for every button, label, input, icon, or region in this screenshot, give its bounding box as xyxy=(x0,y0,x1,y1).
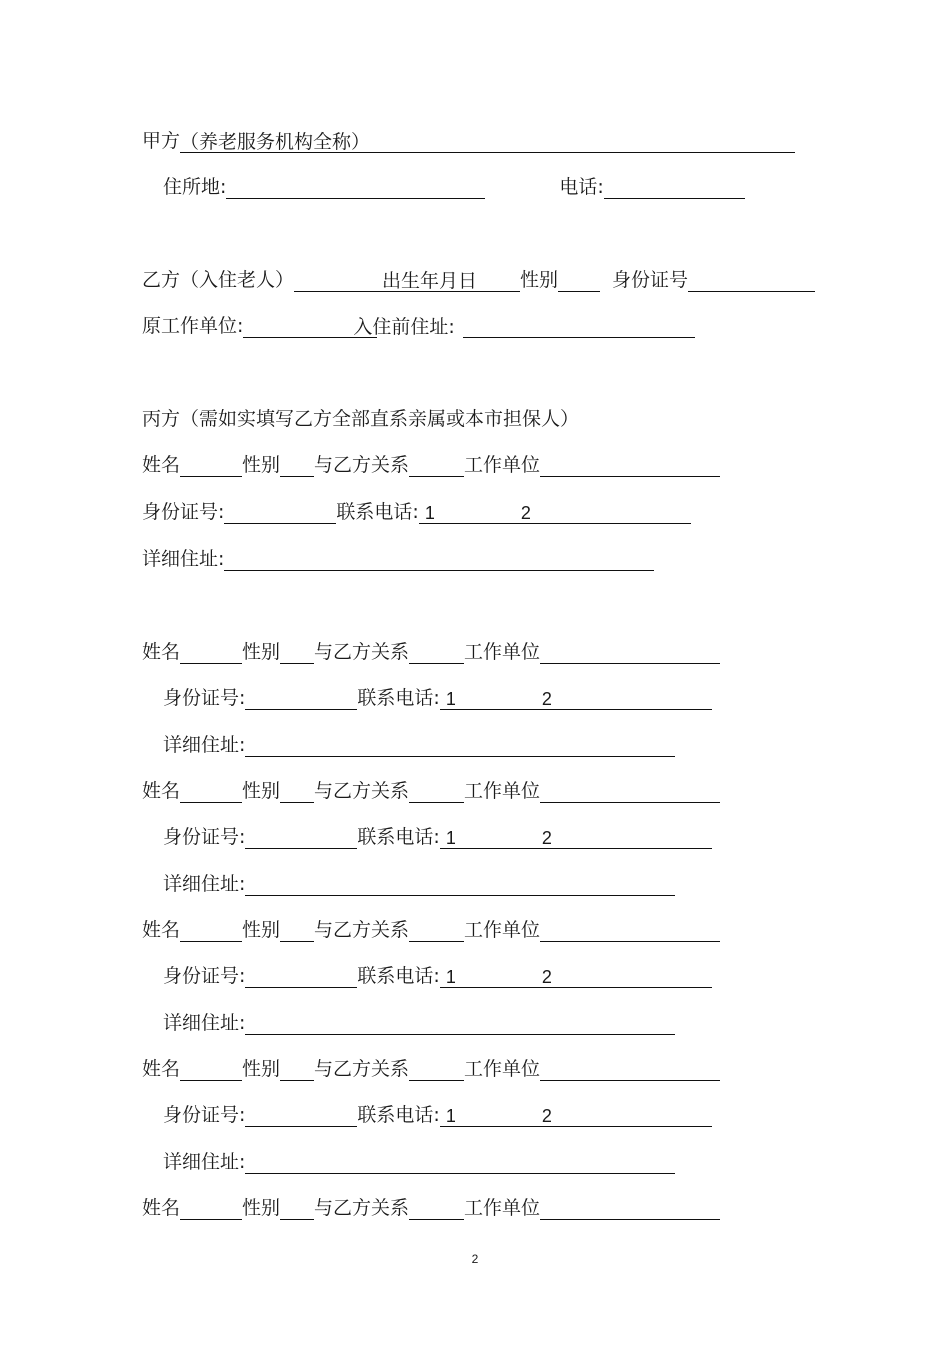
party-b-former-work-field[interactable] xyxy=(243,316,353,338)
guarantor-4-gender-field[interactable] xyxy=(280,920,314,942)
guarantor-3-relation-field[interactable] xyxy=(409,781,464,803)
guarantor-3-row xyxy=(142,779,720,803)
party-b-work-row xyxy=(142,314,695,338)
guarantor-3-id-field[interactable] xyxy=(245,827,357,849)
guarantor-1-row xyxy=(142,453,720,477)
guarantor-6-name-label: 姓名 xyxy=(142,1197,181,1219)
party-b-gender-label: 性别 xyxy=(520,269,559,291)
guarantor-2-name-field[interactable] xyxy=(180,642,242,664)
guarantor-3-relation-label: 与乙方关系 xyxy=(314,780,410,802)
guarantor-5-id-label: 身份证号: xyxy=(163,1104,246,1126)
guarantor-4-phone-1: 1 xyxy=(445,967,456,987)
guarantor-6-work-field[interactable] xyxy=(540,1198,720,1220)
guarantor-1-address-field[interactable] xyxy=(224,549,654,571)
guarantor-5-relation-label: 与乙方关系 xyxy=(314,1058,410,1080)
guarantor-4-address-row xyxy=(163,1011,675,1035)
guarantor-6-work-label: 工作单位 xyxy=(464,1197,541,1219)
guarantor-5-row xyxy=(142,1057,720,1081)
guarantor-5-work-field[interactable] xyxy=(540,1059,720,1081)
party-c-title-text: 丙方（需如实填写乙方全部直系亲属或本市担保人） xyxy=(142,408,580,430)
guarantor-4-gender-label: 性别 xyxy=(242,919,281,941)
guarantor-3-work-label: 工作单位 xyxy=(464,780,541,802)
party-b-former-work-label: 原工作单位: xyxy=(142,315,244,337)
guarantor-2-relation-field[interactable] xyxy=(409,642,464,664)
party-b-birth-field[interactable] xyxy=(382,270,479,292)
guarantor-5-address-field[interactable] xyxy=(245,1152,675,1174)
guarantor-2-gender-field[interactable] xyxy=(280,642,314,664)
party-b-prior-address-marker xyxy=(353,316,455,338)
guarantor-5-name-label: 姓名 xyxy=(142,1058,181,1080)
guarantor-4-work-label: 工作单位 xyxy=(464,919,541,941)
guarantor-2-gender-label: 性别 xyxy=(242,641,281,663)
party-b-id-label: 身份证号 xyxy=(612,269,689,291)
guarantor-1-phone-label: 联系电话: xyxy=(336,501,419,523)
guarantor-1-phone-2: 2 xyxy=(520,503,531,523)
guarantor-2-work-label: 工作单位 xyxy=(464,641,541,663)
guarantor-5-phone-1: 1 xyxy=(445,1106,456,1126)
guarantor-6-gender-label: 性别 xyxy=(242,1197,281,1219)
guarantor-5-id-field[interactable] xyxy=(245,1105,357,1127)
party-b-birth-value[interactable] xyxy=(479,270,520,292)
guarantor-4-address-label: 详细住址: xyxy=(163,1012,246,1034)
guarantor-5-id-row xyxy=(163,1103,712,1127)
guarantor-5-work-label: 工作单位 xyxy=(464,1058,541,1080)
party-a-phone-field[interactable] xyxy=(604,177,745,199)
guarantor-5-phone-2: 2 xyxy=(541,1106,552,1126)
guarantor-1-id-row xyxy=(142,500,691,524)
guarantor-1-phone-field[interactable] xyxy=(419,502,691,524)
guarantor-4-work-field[interactable] xyxy=(540,920,720,942)
party-b-prior-address-field[interactable] xyxy=(463,316,695,338)
guarantor-4-relation-field[interactable] xyxy=(409,920,464,942)
party-b-gender-field[interactable] xyxy=(558,270,600,292)
guarantor-3-phone-field[interactable] xyxy=(440,827,712,849)
guarantor-1-address-row xyxy=(142,547,654,571)
guarantor-2-phone-1: 1 xyxy=(445,689,456,709)
guarantor-3-phone-1: 1 xyxy=(445,828,456,848)
guarantor-5-phone-label: 联系电话: xyxy=(357,1104,440,1126)
guarantor-2-address-row xyxy=(163,733,675,757)
page-number: 2 xyxy=(471,1252,479,1266)
party-a-address-label: 住所地: xyxy=(163,176,227,198)
party-b-label: 乙方（入住老人） xyxy=(142,269,295,291)
guarantor-3-address-row xyxy=(163,872,675,896)
guarantor-2-address-label: 详细住址: xyxy=(163,734,246,756)
party-a-name-field[interactable] xyxy=(180,131,795,153)
guarantor-4-name-label: 姓名 xyxy=(142,919,181,941)
party-b-id-field[interactable] xyxy=(688,270,815,292)
guarantor-3-address-label: 详细住址: xyxy=(163,873,246,895)
guarantor-1-address-label: 详细住址: xyxy=(142,548,225,570)
guarantor-4-name-field[interactable] xyxy=(180,920,242,942)
guarantor-3-name-label: 姓名 xyxy=(142,780,181,802)
guarantor-1-work-field[interactable] xyxy=(540,455,720,477)
guarantor-2-name-label: 姓名 xyxy=(142,641,181,663)
guarantor-5-name-field[interactable] xyxy=(180,1059,242,1081)
guarantor-1-name-label: 姓名 xyxy=(142,454,181,476)
guarantor-2-phone-2: 2 xyxy=(541,689,552,709)
guarantor-5-gender-field[interactable] xyxy=(280,1059,314,1081)
guarantor-4-relation-label: 与乙方关系 xyxy=(314,919,410,941)
party-b-row xyxy=(142,268,815,292)
guarantor-1-gender-label: 性别 xyxy=(242,454,281,476)
guarantor-1-relation-label: 与乙方关系 xyxy=(314,454,410,476)
guarantor-6-gender-field[interactable] xyxy=(280,1198,314,1220)
guarantor-1-work-label: 工作单位 xyxy=(464,454,541,476)
guarantor-3-phone-label: 联系电话: xyxy=(357,826,440,848)
guarantor-3-name-field[interactable] xyxy=(180,781,242,803)
guarantor-5-address-row xyxy=(163,1150,675,1174)
guarantor-1-name-field[interactable] xyxy=(180,455,242,477)
guarantor-3-gender-label: 性别 xyxy=(242,780,281,802)
guarantor-6-name-field[interactable] xyxy=(180,1198,242,1220)
guarantor-3-id-row xyxy=(163,825,712,849)
guarantor-1-relation-field[interactable] xyxy=(409,455,464,477)
guarantor-4-address-field[interactable] xyxy=(245,1013,675,1035)
party-b-prior-address-label: 入住前住址: xyxy=(353,316,455,338)
guarantor-1-gender-field[interactable] xyxy=(280,455,314,477)
guarantor-5-address-label: 详细住址: xyxy=(163,1151,246,1173)
party-a-phone-label: 电话: xyxy=(559,176,604,198)
guarantor-1-id-label: 身份证号: xyxy=(142,501,225,523)
party-a-address-field[interactable] xyxy=(226,177,485,199)
guarantor-4-phone-label: 联系电话: xyxy=(357,965,440,987)
guarantor-4-id-label: 身份证号: xyxy=(163,965,246,987)
guarantor-2-row xyxy=(142,640,720,664)
guarantor-2-work-field[interactable] xyxy=(540,642,720,664)
guarantor-2-id-field[interactable] xyxy=(245,688,357,710)
guarantor-3-gender-field[interactable] xyxy=(280,781,314,803)
guarantor-2-id-label: 身份证号: xyxy=(163,687,246,709)
guarantor-2-phone-field[interactable] xyxy=(440,688,712,710)
guarantor-5-relation-field[interactable] xyxy=(409,1059,464,1081)
guarantor-3-work-field[interactable] xyxy=(540,781,720,803)
guarantor-4-phone-2: 2 xyxy=(541,967,552,987)
guarantor-3-id-label: 身份证号: xyxy=(163,826,246,848)
party-b-birth-label: 出生年月日 xyxy=(382,270,478,292)
guarantor-6-relation-label: 与乙方关系 xyxy=(314,1197,410,1219)
party-a-name-hint: （养老服务机构全称） xyxy=(180,131,371,153)
guarantor-4-row xyxy=(142,918,720,942)
guarantor-3-phone-2: 2 xyxy=(541,828,552,848)
guarantor-6-relation-field[interactable] xyxy=(409,1198,464,1220)
guarantor-4-phone-field[interactable] xyxy=(440,966,712,988)
guarantor-5-phone-field[interactable] xyxy=(440,1105,712,1127)
guarantor-4-id-field[interactable] xyxy=(245,966,357,988)
guarantor-2-id-row xyxy=(163,686,712,710)
guarantor-4-id-row xyxy=(163,964,712,988)
guarantor-5-gender-label: 性别 xyxy=(242,1058,281,1080)
party-c-title xyxy=(142,407,579,431)
guarantor-2-relation-label: 与乙方关系 xyxy=(314,641,410,663)
guarantor-2-address-field[interactable] xyxy=(245,735,675,757)
party-a-label: 甲方 xyxy=(142,130,181,152)
party-b-name-field[interactable] xyxy=(294,270,382,292)
guarantor-6-row xyxy=(142,1196,720,1220)
party-a-row xyxy=(142,129,795,153)
guarantor-3-address-field[interactable] xyxy=(245,874,675,896)
guarantor-2-phone-label: 联系电话: xyxy=(357,687,440,709)
party-a-contact-row xyxy=(163,175,745,199)
guarantor-1-id-field[interactable] xyxy=(224,502,336,524)
guarantor-1-phone-1: 1 xyxy=(424,503,435,523)
